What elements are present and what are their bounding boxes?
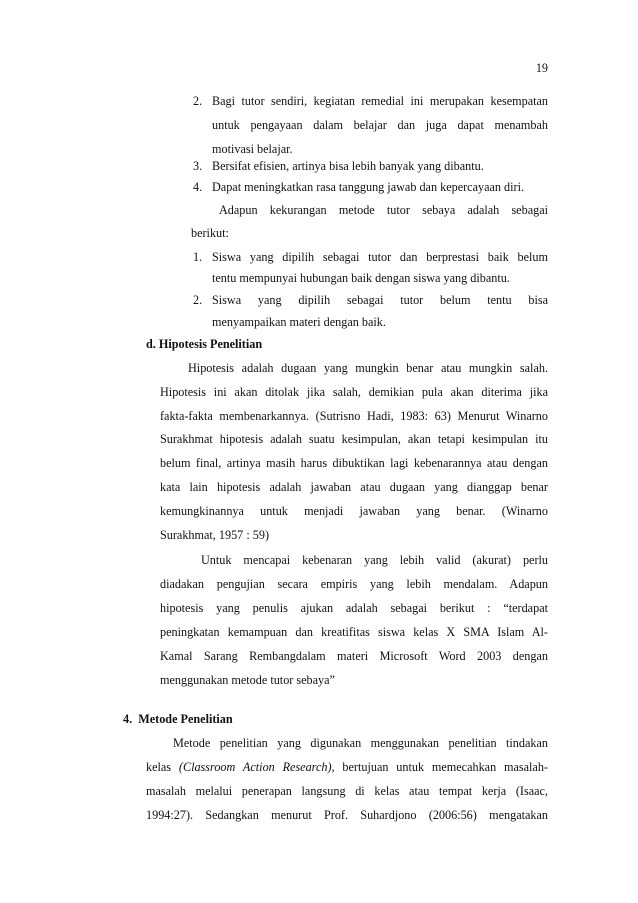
- paragraph-line: Surakhmat hipotesis adalah suatu kesimpulan, akan tetapi kesimpulan itu: [160, 432, 548, 446]
- paragraph-line: belum final, artinya masih harus dibuktikan lagi kebenarannya atau dengan: [160, 456, 548, 470]
- paragraph-line: Kamal Sarang Rembangdalam materi Microsoft Word 2003 dengan: [160, 649, 548, 663]
- list-item-text: untuk pengayaan dalam belajar dan juga dapat menambah: [212, 118, 548, 132]
- paragraph-line: Hipotesis adalah dugaan yang mungkin benar atau mungkin salah.: [188, 361, 548, 375]
- page-number: 19: [535, 61, 548, 75]
- list-number: 2.: [193, 293, 203, 307]
- paragraph-line: peningkatan kemampuan dan kreatifitas siswa kelas X SMA Islam Al-: [160, 625, 548, 639]
- list-item-text: motivasi belajar.: [212, 142, 293, 156]
- paragraph-line: [146, 759, 548, 775]
- italic-text: (Classroom Action Research),: [178, 760, 335, 774]
- paragraph-line: Hipotesis ini akan ditolak jika salah, demikian pula akan diterima jika: [160, 385, 548, 399]
- list-item-text: Dapat meningkatkan rasa tanggung jawab dan kepercayaan diri.: [212, 180, 525, 194]
- list-number: 3.: [193, 159, 203, 173]
- list-number: 2.: [193, 94, 203, 108]
- text-run: kelas: [146, 760, 179, 774]
- paragraph-line: Untuk mencapai kebenaran yang lebih valid (akurat) perlu: [201, 553, 548, 567]
- paragraph-line: diadakan pengujian secara empiris yang lebih mendalam. Adapun: [160, 577, 548, 591]
- list-item-text: menyampaikan materi dengan baik.: [212, 315, 386, 329]
- list-item-text: tentu mempunyai hubungan baik dengan siswa yang dibantu.: [212, 271, 510, 285]
- paragraph-line: Metode penelitian yang digunakan menggunakan penelitian tindakan: [173, 736, 548, 750]
- paragraph-line: kata lain hipotesis adalah jawaban atau dugaan yang dianggap benar: [160, 480, 548, 494]
- list-item-text: Siswa yang dipilih sebagai tutor belum tentu bisa: [212, 293, 548, 307]
- paragraph-line: Adapun kekurangan metode tutor sebaya adalah sebagai: [219, 203, 548, 217]
- paragraph-line: berikut:: [191, 226, 229, 240]
- list-item-text: Siswa yang dipilih sebagai tutor dan berprestasi baik belum: [212, 250, 548, 264]
- paragraph-line: Surakhmat, 1957 : 59): [160, 528, 269, 542]
- paragraph-line: hipotesis yang penulis ajukan adalah sebagai berikut : “terdapat: [160, 601, 548, 615]
- section-heading: 4. Metode Penelitian: [123, 712, 233, 726]
- paragraph-line: kemungkinannya untuk menjadi jawaban yang benar. (Winarno: [160, 504, 548, 518]
- list-item-text: Bersifat efisien, artinya bisa lebih banyak yang dibantu.: [212, 159, 484, 173]
- text-run: bertujuan untuk memecahkan masalah-: [334, 760, 548, 774]
- paragraph-line: fakta-fakta membenarkannya. (Sutrisno Hadi, 1983: 63) Menurut Winarno: [160, 409, 548, 423]
- paragraph-line: menggunakan metode tutor sebaya”: [160, 673, 335, 687]
- list-number: 4.: [193, 180, 203, 194]
- paragraph-line: masalah melalui penerapan langsung di kelas atau tempat kerja (Isaac,: [146, 784, 548, 798]
- list-item-text: Bagi tutor sendiri, kegiatan remedial ini merupakan kesempatan: [212, 94, 548, 108]
- section-heading: d. Hipotesis Penelitian: [146, 337, 263, 351]
- paragraph-line: 1994:27). Sedangkan menurut Prof. Suhardjono (2006:56) mengatakan: [146, 808, 548, 822]
- list-number: 1.: [193, 250, 203, 264]
